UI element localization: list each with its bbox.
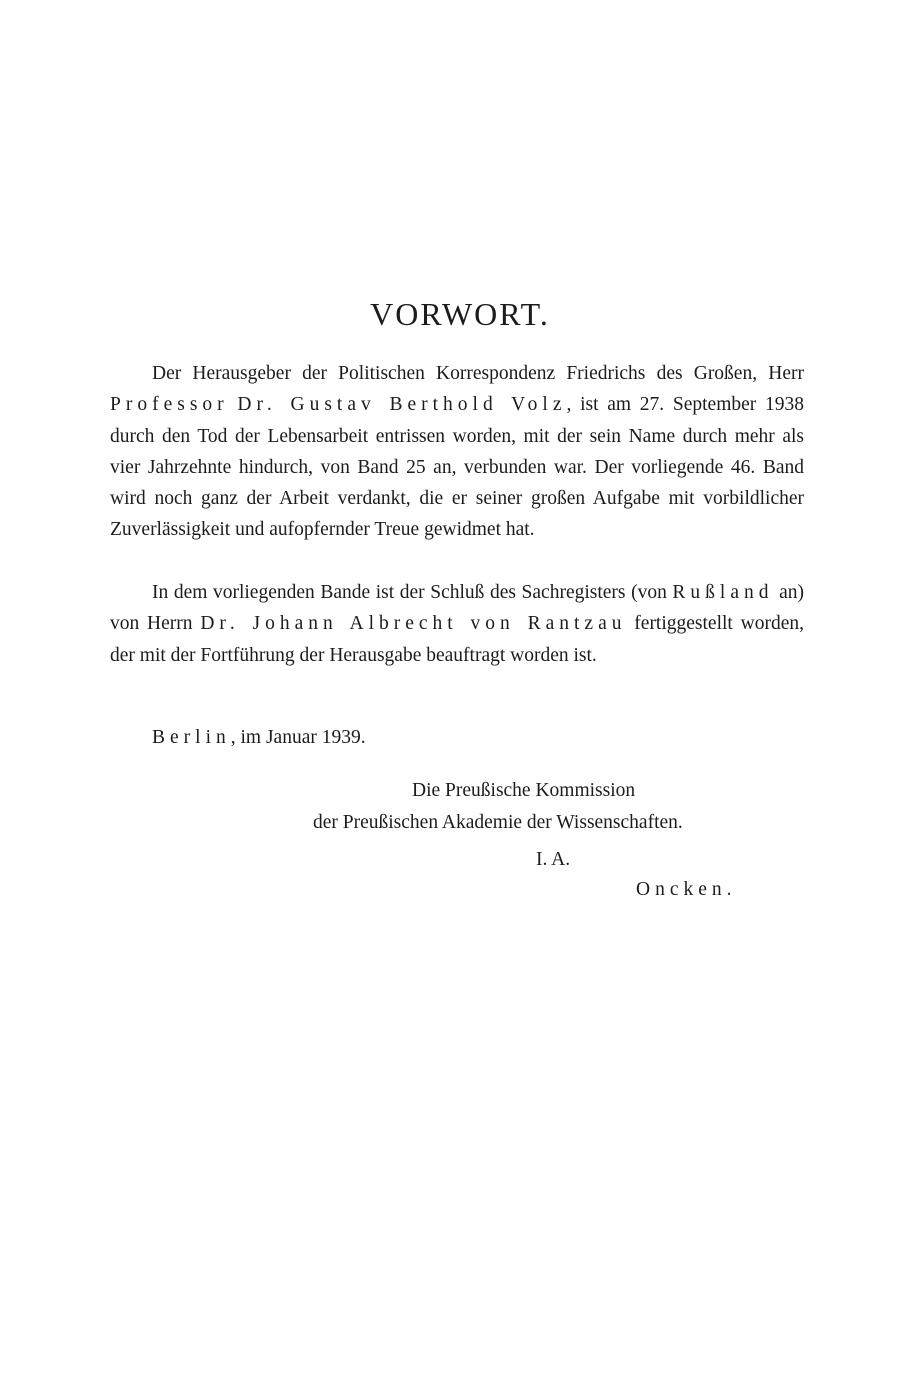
- paragraph-1-text-b: , ist am 27. September 1938 durch den Tod der Lebensarbeit entrissen worden, mit der sein Name durch mehr als vier Jahrzehnte hindurch, von Band 25 an, verbunden war. Der vorliegende 46. Band wird noch ganz der Arbeit verdankt, die er seiner großen Aufgabe mit vorbildlicher Zuverlässigkeit und aufopfernder Treue gewidmet hat.: [110, 394, 804, 541]
- editor-title: Professor: [110, 394, 229, 416]
- signature-commission: Die Preußische Kommission: [412, 780, 636, 801]
- page-title: VORWORT.: [370, 296, 550, 332]
- preface-paragraph-2: [110, 577, 804, 671]
- preface-paragraph-1: [110, 358, 804, 546]
- signature-academy: der Preußischen Akademie der Wissenschaften.: [313, 812, 683, 833]
- signature-name: Oncken.: [636, 879, 737, 900]
- date-text: , im Januar 1939.: [230, 727, 366, 748]
- place-name: Berlin: [152, 727, 231, 748]
- paragraph-2-text-b: an) von Herrn: [110, 582, 804, 635]
- signature-on-behalf: I. A.: [536, 849, 571, 870]
- paragraph-1-text-a: Der Herausgeber der Politischen Korrespondenz Friedrichs des Großen, Herr: [152, 363, 804, 384]
- register-start-term: Rußland: [672, 582, 774, 603]
- paragraph-2-text-c: fertiggestellt worden, der mit der Fortführung der Herausgabe beauftragt worden ist.: [110, 613, 805, 666]
- paragraph-2-text-a: In dem vorliegenden Bande ist der Schluß des Sachregisters (von: [152, 582, 673, 603]
- new-editor-name: Dr. Johann Albrecht von Rantzau: [200, 613, 627, 635]
- editor-name: Dr. Gustav Berthold Volz: [237, 394, 567, 416]
- place-and-date: [152, 722, 366, 753]
